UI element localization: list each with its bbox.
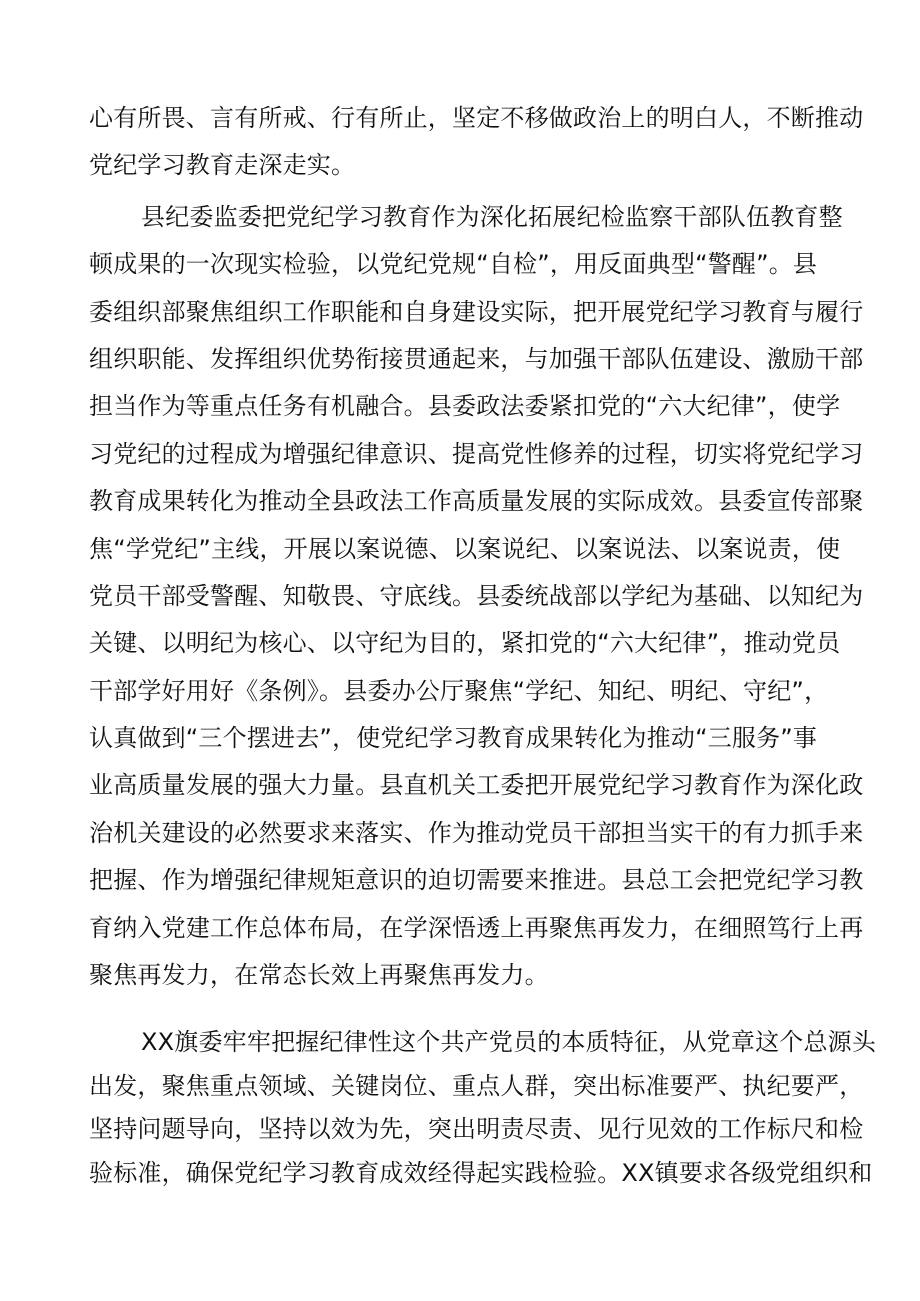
text-line: 聚焦再发力，在常态长效上再聚焦再发力。 <box>89 961 549 989</box>
text-line: 心有所畏、言有所戒、行有所止，坚定不移做政治上的明白人，不断推动 <box>89 104 864 132</box>
text-line: 教育成果转化为推动全县政法工作高质量发展的实际成效。县委宣传部聚 <box>89 487 864 515</box>
text-line: 育纳入党建工作总体布局，在学深悟透上再聚焦再发力，在细照笃行上再 <box>89 914 864 942</box>
paragraph-start-line: 县纪委监委把党纪学习教育作为深化拓展纪检监察干部队伍教育整 <box>141 203 843 231</box>
text-line: 顿成果的一次现实检验，以党纪党规“自检”，用反面典型“警醒”。县 <box>89 250 818 278</box>
text-line: 出发，聚焦重点领域、关键岗位、重点人群，突出标准要严、执纪要严， <box>89 1072 864 1100</box>
paragraph-start-line: XX旗委牢牢把握纪律性这个共产党员的本质特征，从党章这个总源头 <box>141 1028 877 1056</box>
text-line: 焦“学党纪”主线，开展以案说德、以案说纪、以案说法、以案说责，使 <box>89 535 841 563</box>
text-line: 担当作为等重点任务有机融合。县委政法委紧扣党的“六大纪律”，使学 <box>89 392 841 420</box>
text-line: 组织职能、发挥组织优势衔接贯通起来，与加强干部队伍建设、激励干部 <box>89 345 864 373</box>
text-line: 党纪学习教育走深走实。 <box>89 151 356 179</box>
text-line: 党员干部受警醒、知敬畏、守底线。县委统战部以学纪为基础、以知纪为 <box>89 582 864 610</box>
text-line: 委组织部聚焦组织工作职能和自身建设实际，把开展党纪学习教育与履行 <box>89 298 864 326</box>
text-line: 认真做到“三个摆进去”，使党纪学习教育成果转化为推动“三服务”事 <box>89 724 818 752</box>
text-line: 业高质量发展的强大力量。县直机关工委把开展党纪学习教育作为深化政 <box>89 771 864 799</box>
text-line: 验标准，确保党纪学习教育成效经得起实践检验。XX镇要求各级党组织和 <box>89 1159 873 1187</box>
text-line: 治机关建设的必然要求来落实、作为推动党员干部担当实干的有力抓手来 <box>89 819 864 847</box>
text-line: 坚持问题导向，坚持以效为先，突出明责尽责、见行见效的工作标尺和检 <box>89 1115 864 1143</box>
text-line: 关键、以明纪为核心、以守纪为目的，紧扣党的“六大纪律”，推动党员 <box>89 629 841 657</box>
text-line: 习党纪的过程成为增强纪律意识、提高党性修养的过程，切实将党纪学习 <box>89 440 864 468</box>
text-line: 把握、作为增强纪律规矩意识的迫切需要来推进。县总工会把党纪学习教 <box>89 866 864 894</box>
text-line: 干部学好用好《条例》。县委办公厅聚焦“学纪、知纪、明纪、守纪”， <box>89 677 829 705</box>
